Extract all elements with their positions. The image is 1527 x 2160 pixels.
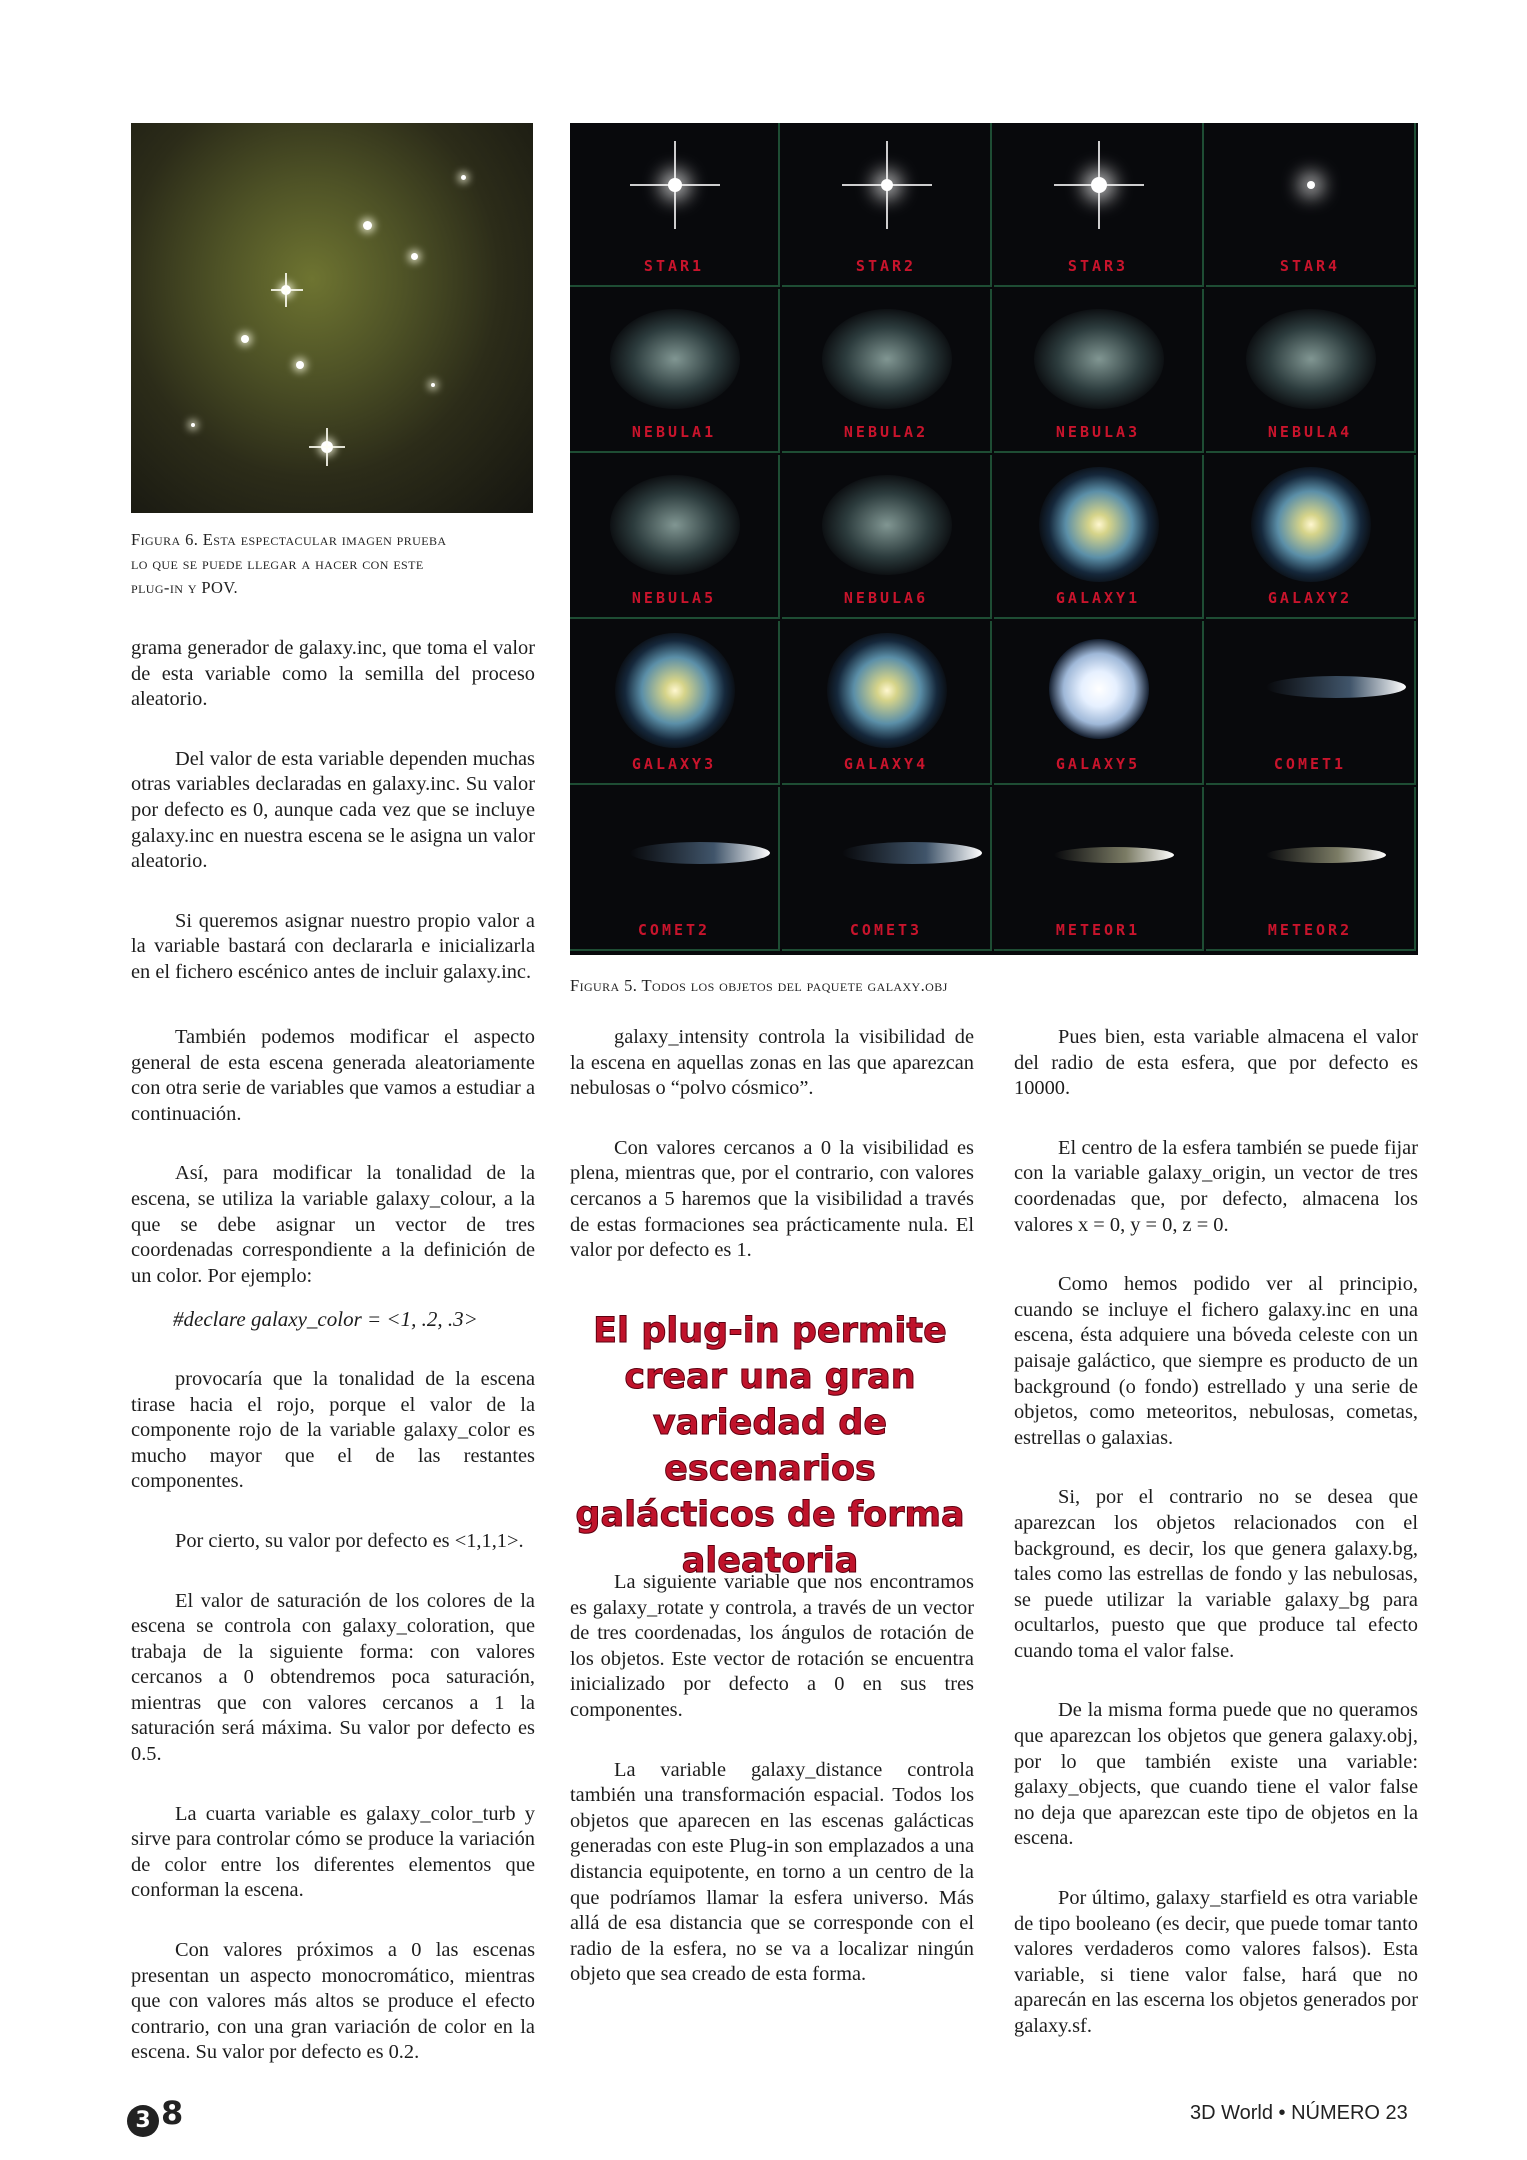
page-number bbox=[127, 2094, 183, 2137]
grid-cell-label: COMET2 bbox=[637, 921, 711, 939]
grid-cell-galaxy3 bbox=[570, 621, 780, 785]
star-spike bbox=[326, 428, 328, 466]
grid-cell-meteor1 bbox=[994, 787, 1204, 951]
grid-cell-comet1 bbox=[1206, 621, 1416, 785]
grid-cell-galaxy5 bbox=[994, 621, 1204, 785]
grid-cell-label: STAR4 bbox=[1279, 257, 1341, 275]
grid-cell-nebula6 bbox=[782, 455, 992, 619]
column-2 bbox=[570, 1025, 974, 1298]
pull-quote: El plug-in permite crear una gran variedad de escenarios galácticos de forma aleatoria bbox=[575, 1311, 965, 1581]
paragraph: grama generador de galaxy.inc, que toma el valor de esta variable como la semilla del proceso aleatorio. bbox=[131, 637, 535, 711]
paragraph: El valor de saturación de los colores de la escena se controla con galaxy_coloration, que trabaja de la siguiente forma: con valores cercanos a 0 obtendremos poca saturación, mientras que con valores cercanos a 1 la saturación será máxima. Su valor por defecto es 0.5. bbox=[131, 1589, 535, 1766]
object-render bbox=[1039, 467, 1159, 582]
paragraph: La variable galaxy_distance controla también una transformación espacial. Todos los objetos que aparecen en las escenas galácticas generadas con este Plug-in son emplazados a una distancia equipotente, en torno a un centro de la que podríamos llamar la esfera universo. Más allá de esa distancia que se corresponde con el radio de la esfera, no se va a localizar ningún objeto que sea creado de esta forma. bbox=[570, 1758, 974, 1986]
column-2-lower bbox=[570, 1570, 974, 2022]
object-render bbox=[1049, 639, 1149, 739]
grid-cell-label: METEOR2 bbox=[1267, 921, 1353, 939]
paragraph: Si queremos asignar nuestro propio valor a la variable bastará con declararla e inicializarla en el fichero escénico antes de incluir galaxy.inc. bbox=[131, 909, 535, 983]
star-glow bbox=[363, 221, 372, 230]
object-render bbox=[1034, 309, 1164, 409]
star-glow bbox=[431, 383, 435, 387]
grid-cell-galaxy4 bbox=[782, 621, 992, 785]
grid-cell-nebula3 bbox=[994, 289, 1204, 453]
star-glow bbox=[461, 175, 466, 180]
paragraph: La cuarta variable es galaxy_color_turb y sirve para controlar cómo se produce la variación de color entre los diferentes elementos que conforman la escena. bbox=[131, 1802, 535, 1902]
star-glow bbox=[191, 423, 195, 427]
object-render bbox=[1266, 847, 1386, 863]
grid-cell-label: STAR3 bbox=[1067, 257, 1129, 275]
grid-cell-label: STAR1 bbox=[643, 257, 705, 275]
paragraph: galaxy_intensity controla la visibilidad de la escena en aquellas zonas en las que aparezcan nebulosas o “polvo cósmico”. bbox=[570, 1026, 974, 1100]
magazine-issue: 3D World • NÚMERO 23 bbox=[1190, 2102, 1408, 2124]
paragraph: provocaría que la tonalidad de la escena tirase hacia el rojo, porque el valor de la componente rojo de la variable galaxy_color es mucho mayor que el de las restantes componentes. bbox=[131, 1367, 535, 1493]
object-render bbox=[1266, 676, 1406, 698]
object-render bbox=[881, 179, 893, 191]
caption-text: Figura 5. Todos los objetos del paquete galaxy.obj bbox=[570, 976, 948, 995]
paragraph: Pues bien, esta variable almacena el valor del radio de esta esfera, que por defecto es 10000. bbox=[1014, 1026, 1418, 1100]
figure-6-caption bbox=[131, 528, 541, 600]
grid-cell-label: NEBULA5 bbox=[631, 589, 717, 607]
star-glow bbox=[411, 253, 418, 260]
grid-cell-star4 bbox=[1206, 123, 1416, 287]
paragraph: Del valor de esta variable dependen muchas otras variables declaradas en galaxy.inc. Su valor por defecto es 0, aunque cada vez que se incluye galaxy.inc en nuestra escena se le asigna un valor aleatorio. bbox=[131, 747, 535, 873]
grid-cell-label: GALAXY1 bbox=[1055, 589, 1141, 607]
grid-cell-star3 bbox=[994, 123, 1204, 287]
figure-6-image bbox=[131, 123, 533, 513]
object-render bbox=[1054, 847, 1174, 863]
grid-cell-label: GALAXY3 bbox=[631, 755, 717, 773]
star-glow bbox=[296, 361, 304, 369]
paragraph: Con valores próximos a 0 las escenas presentan un aspecto monocromático, mientras que con valores más altos se produce el efecto contrario, con una gran variación de color en la escena. Su valor por defecto es 0.2. bbox=[131, 1939, 535, 2064]
grid-cell-label: GALAXY4 bbox=[843, 755, 929, 773]
caption-line: Figura 6. Esta espectacular imagen prueba bbox=[131, 530, 447, 549]
column-3 bbox=[1014, 1025, 1418, 2074]
grid-cell-nebula1 bbox=[570, 289, 780, 453]
grid-cell-label: METEOR1 bbox=[1055, 921, 1141, 939]
paragraph: Con valores cercanos a 0 la visibilidad es plena, mientras que, por el contrario, con valores cercanos a 5 haremos que la visibilidad a través de estas formaciones sea prácticamente nula. El valor por defecto es 1. bbox=[570, 1136, 974, 1262]
paragraph: Así, para modificar la tonalidad de la escena, se utiliza la variable galaxy_colour, a la que se debe asignar un vector de tres coordenadas correspondiente a la definición de un color. Por ejemplo: bbox=[131, 1162, 535, 1287]
page-number-text: 8 bbox=[161, 2094, 184, 2132]
grid-cell-galaxy1 bbox=[994, 455, 1204, 619]
star-spike bbox=[271, 289, 303, 291]
grid-cell-label: GALAXY5 bbox=[1055, 755, 1141, 773]
grid-cell-label: NEBULA1 bbox=[631, 423, 717, 441]
grid-cell-meteor2 bbox=[1206, 787, 1416, 951]
grid-cell-comet2 bbox=[570, 787, 780, 951]
paragraph: Por cierto, su valor por defecto es <1,1,1>. bbox=[175, 1529, 524, 1552]
paragraph: Como hemos podido ver al principio, cuando se incluye el fichero galaxy.inc en una escena, ésta adquiere una bóveda celeste con un paisaje galáctico, que siempre es producto de un background (o fondo) estrellado y una serie de objetos, como meteoritos, nebulosas, cometas, estrellas o galaxias. bbox=[1014, 1273, 1418, 1449]
object-render bbox=[615, 633, 735, 748]
magazine-logo-icon: 3 bbox=[127, 2105, 159, 2137]
grid-cell-label: NEBULA3 bbox=[1055, 423, 1141, 441]
object-render bbox=[668, 178, 682, 192]
object-render bbox=[610, 475, 740, 575]
star-spike bbox=[285, 273, 287, 307]
code-example: #declare galaxy_color = <1, .2, .3> bbox=[173, 1307, 478, 1332]
column-1 bbox=[131, 1025, 535, 2100]
grid-cell-nebula4 bbox=[1206, 289, 1416, 453]
object-render bbox=[1251, 467, 1371, 582]
object-render bbox=[1091, 177, 1107, 193]
object-render bbox=[842, 842, 982, 864]
column-1-top bbox=[131, 636, 535, 1020]
grid-cell-comet3 bbox=[782, 787, 992, 951]
object-render bbox=[1307, 181, 1315, 189]
paragraph: De la misma forma puede que no queramos que aparezcan los objetos que genera galaxy.obj, por lo que también existe una variable: galaxy_objects, que cuando tiene el valor false no deja que aparezcan este tipo de objetos en la escena. bbox=[1014, 1699, 1418, 1850]
object-render bbox=[610, 309, 740, 409]
grid-cell-label: COMET3 bbox=[849, 921, 923, 939]
figure-5-caption bbox=[570, 974, 1420, 998]
grid-cell-label: COMET1 bbox=[1273, 755, 1347, 773]
grid-cell-nebula2 bbox=[782, 289, 992, 453]
grid-cell-label: GALAXY2 bbox=[1267, 589, 1353, 607]
caption-line: plug-in y POV. bbox=[131, 578, 239, 597]
object-render bbox=[630, 842, 770, 864]
object-render bbox=[822, 475, 952, 575]
figure-5-object-grid bbox=[570, 123, 1418, 955]
grid-cell-star1 bbox=[570, 123, 780, 287]
grid-cell-galaxy2 bbox=[1206, 455, 1416, 619]
caption-line: lo que se puede llegar a hacer con este bbox=[131, 554, 424, 573]
grid-cell-label: STAR2 bbox=[855, 257, 917, 275]
grid-cell-label: NEBULA2 bbox=[843, 423, 929, 441]
paragraph: También podemos modificar el aspecto general de esta escena generada aleatoriamente con otra serie de variables que vamos a estudiar a continuación. bbox=[131, 1026, 535, 1125]
object-render bbox=[822, 309, 952, 409]
star-glow bbox=[241, 335, 249, 343]
paragraph: Si, por el contrario no se desea que aparezcan los objetos relacionados con el background, es decir, los que genera galaxy.bg, tales como las estrellas de fondo y las nebulosas, se puede utilizar la variable galaxy_bg para ocultarlos, puesto que que produce tal efecto cuando toma el valor false. bbox=[1014, 1486, 1418, 1662]
grid-cell-label: NEBULA6 bbox=[843, 589, 929, 607]
paragraph: El centro de la esfera también se puede fijar con la variable galaxy_origin, un vector de tres coordenadas que, por defecto, almacena los valores x = 0, y = 0, z = 0. bbox=[1014, 1136, 1418, 1236]
object-render bbox=[1246, 309, 1376, 409]
object-render bbox=[827, 633, 947, 748]
grid-cell-nebula5 bbox=[570, 455, 780, 619]
paragraph: Por último, galaxy_starfield es otra variable de tipo booleano (es decir, que puede tomar tanto valores verdaderos como valores falsos). Esta variable, si tiene valor false, hará que no aparecán en las escerna los objetos generados por galaxy.sf. bbox=[1014, 1887, 1418, 2037]
grid-cell-star2 bbox=[782, 123, 992, 287]
grid-cell-label: NEBULA4 bbox=[1267, 423, 1353, 441]
paragraph: La siguiente variable que nos encontramos es galaxy_rotate y controla, a través de un vector de tres coordenadas, los ángulos de rotación de los objetos. Este vector de rotación se encuentra inicializado por defecto a 0 en sus tres componentes. bbox=[570, 1571, 974, 1721]
